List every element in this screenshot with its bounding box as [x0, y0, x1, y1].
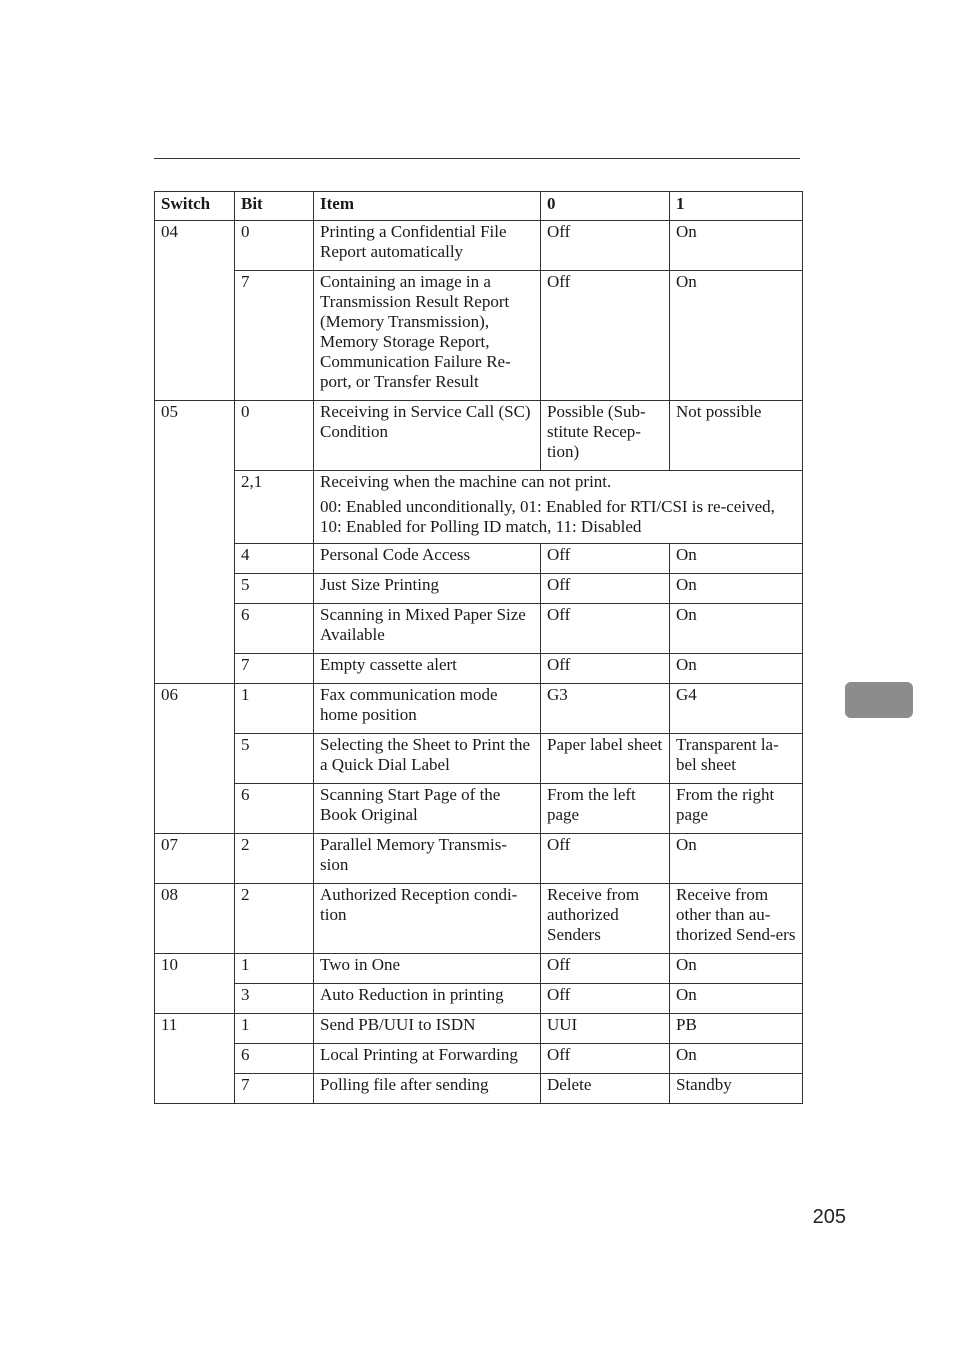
- value-0-cell: UUI: [541, 1014, 670, 1044]
- item-cell: Empty cassette alert: [314, 654, 541, 684]
- header-value-1: 1: [670, 192, 803, 221]
- value-1-cell: From the right page: [670, 784, 803, 834]
- value-0-cell: Off: [541, 834, 670, 884]
- item-cell: Polling file after sending: [314, 1074, 541, 1104]
- page-number: 205: [812, 1206, 846, 1228]
- value-1-cell: On: [670, 221, 803, 271]
- table-row: [155, 884, 803, 954]
- item-cell: Containing an image in a Transmission Result Report (Memory Transmission), Memory Storage Report, Communication Failure Re-port, or Transfer Result: [314, 271, 541, 401]
- table-row: [155, 834, 803, 884]
- value-1-cell: On: [670, 834, 803, 884]
- table-row: [155, 1044, 803, 1074]
- table-row: [155, 401, 803, 471]
- item-cell: Scanning Start Page of the Book Original: [314, 784, 541, 834]
- item-cell: Two in One: [314, 954, 541, 984]
- table-row: [155, 471, 803, 544]
- switch-cell: 08: [155, 884, 235, 954]
- bit-cell: 7: [235, 654, 314, 684]
- table-row: [155, 1014, 803, 1044]
- header-switch: Switch: [155, 192, 235, 221]
- item-note: 00: Enabled unconditionally, 01: Enabled for RTI/CSI is re-ceived, 10: Enabled for Polling ID match, 11: Disabled: [320, 497, 775, 536]
- value-0-cell: Off: [541, 654, 670, 684]
- item-cell: Send PB/UUI to ISDN: [314, 1014, 541, 1044]
- value-0-cell: Delete: [541, 1074, 670, 1104]
- table-header-row: [155, 192, 803, 221]
- table-row: [155, 221, 803, 271]
- value-1-cell: On: [670, 604, 803, 654]
- header-bit: Bit: [235, 192, 314, 221]
- table-row: [155, 654, 803, 684]
- value-1-cell: G4: [670, 684, 803, 734]
- value-1-cell: On: [670, 954, 803, 984]
- item-cell: Parallel Memory Transmis-sion: [314, 834, 541, 884]
- switch-cell: 10: [155, 954, 235, 1014]
- bit-cell: 7: [235, 1074, 314, 1104]
- bit-cell: 5: [235, 734, 314, 784]
- value-0-cell: Off: [541, 984, 670, 1014]
- value-1-cell: On: [670, 544, 803, 574]
- table-row: [155, 271, 803, 401]
- value-0-cell: Receive from authorized Senders: [541, 884, 670, 954]
- value-1-cell: On: [670, 654, 803, 684]
- bit-cell: 6: [235, 784, 314, 834]
- value-1-cell: Standby: [670, 1074, 803, 1104]
- bit-cell: 2: [235, 884, 314, 954]
- value-0-cell: From the left page: [541, 784, 670, 834]
- table-row: [155, 954, 803, 984]
- item-cell: Scanning in Mixed Paper Size Available: [314, 604, 541, 654]
- switch-cell: 06: [155, 684, 235, 834]
- bit-cell: 1: [235, 684, 314, 734]
- value-0-cell: G3: [541, 684, 670, 734]
- item-cell: Auto Reduction in printing: [314, 984, 541, 1014]
- value-0-cell: Off: [541, 954, 670, 984]
- item-cell: Personal Code Access: [314, 544, 541, 574]
- switch-cell: 05: [155, 401, 235, 684]
- bit-cell: 6: [235, 1044, 314, 1074]
- table-row: [155, 1074, 803, 1104]
- item-cell: Selecting the Sheet to Print the a Quick Dial Label: [314, 734, 541, 784]
- table-row: [155, 784, 803, 834]
- value-0-cell: Off: [541, 271, 670, 401]
- table-row: [155, 684, 803, 734]
- value-1-cell: Receive from other than au-thorized Send-ers: [670, 884, 803, 954]
- item-cell: Local Printing at Forwarding: [314, 1044, 541, 1074]
- value-1-cell: On: [670, 574, 803, 604]
- value-1-cell: PB: [670, 1014, 803, 1044]
- table-row: [155, 574, 803, 604]
- bit-cell: 0: [235, 221, 314, 271]
- bit-cell: 1: [235, 954, 314, 984]
- value-0-cell: Off: [541, 221, 670, 271]
- bit-cell: 3: [235, 984, 314, 1014]
- value-1-cell: On: [670, 1044, 803, 1074]
- table-row: [155, 604, 803, 654]
- bit-cell: 6: [235, 604, 314, 654]
- item-cell: Receiving in Service Call (SC) Condition: [314, 401, 541, 471]
- value-1-cell: Transparent la-bel sheet: [670, 734, 803, 784]
- value-0-cell: Possible (Sub-stitute Recep-tion): [541, 401, 670, 471]
- value-0-cell: Off: [541, 1044, 670, 1074]
- item-cell: Fax communication mode home position: [314, 684, 541, 734]
- bit-cell: 5: [235, 574, 314, 604]
- bit-cell: 2: [235, 834, 314, 884]
- bit-cell: 0: [235, 401, 314, 471]
- table-row: [155, 984, 803, 1014]
- switch-cell: 07: [155, 834, 235, 884]
- value-1-cell: On: [670, 271, 803, 401]
- bit-cell: 7: [235, 271, 314, 401]
- header-item: Item: [314, 192, 541, 221]
- item-cell: Just Size Printing: [314, 574, 541, 604]
- value-0-cell: Off: [541, 574, 670, 604]
- table-row: [155, 544, 803, 574]
- header-rule: [154, 158, 800, 159]
- item-cell: Authorized Reception condi-tion: [314, 884, 541, 954]
- value-0-cell: Off: [541, 604, 670, 654]
- bit-cell: 4: [235, 544, 314, 574]
- value-1-cell: On: [670, 984, 803, 1014]
- item-cell: Printing a Confidential File Report automatically: [314, 221, 541, 271]
- bit-cell: 2,1: [235, 471, 314, 544]
- value-0-cell: Off: [541, 544, 670, 574]
- switch-cell: 11: [155, 1014, 235, 1104]
- switch-cell: 04: [155, 221, 235, 401]
- switch-settings-table: [154, 191, 803, 1104]
- chapter-tab: [845, 682, 913, 718]
- item-text: Receiving when the machine can not print.: [320, 472, 612, 491]
- value-0-cell: Paper label sheet: [541, 734, 670, 784]
- value-1-cell: Not possible: [670, 401, 803, 471]
- item-cell-merged: [314, 471, 803, 544]
- bit-cell: 1: [235, 1014, 314, 1044]
- table-row: [155, 734, 803, 784]
- header-value-0: 0: [541, 192, 670, 221]
